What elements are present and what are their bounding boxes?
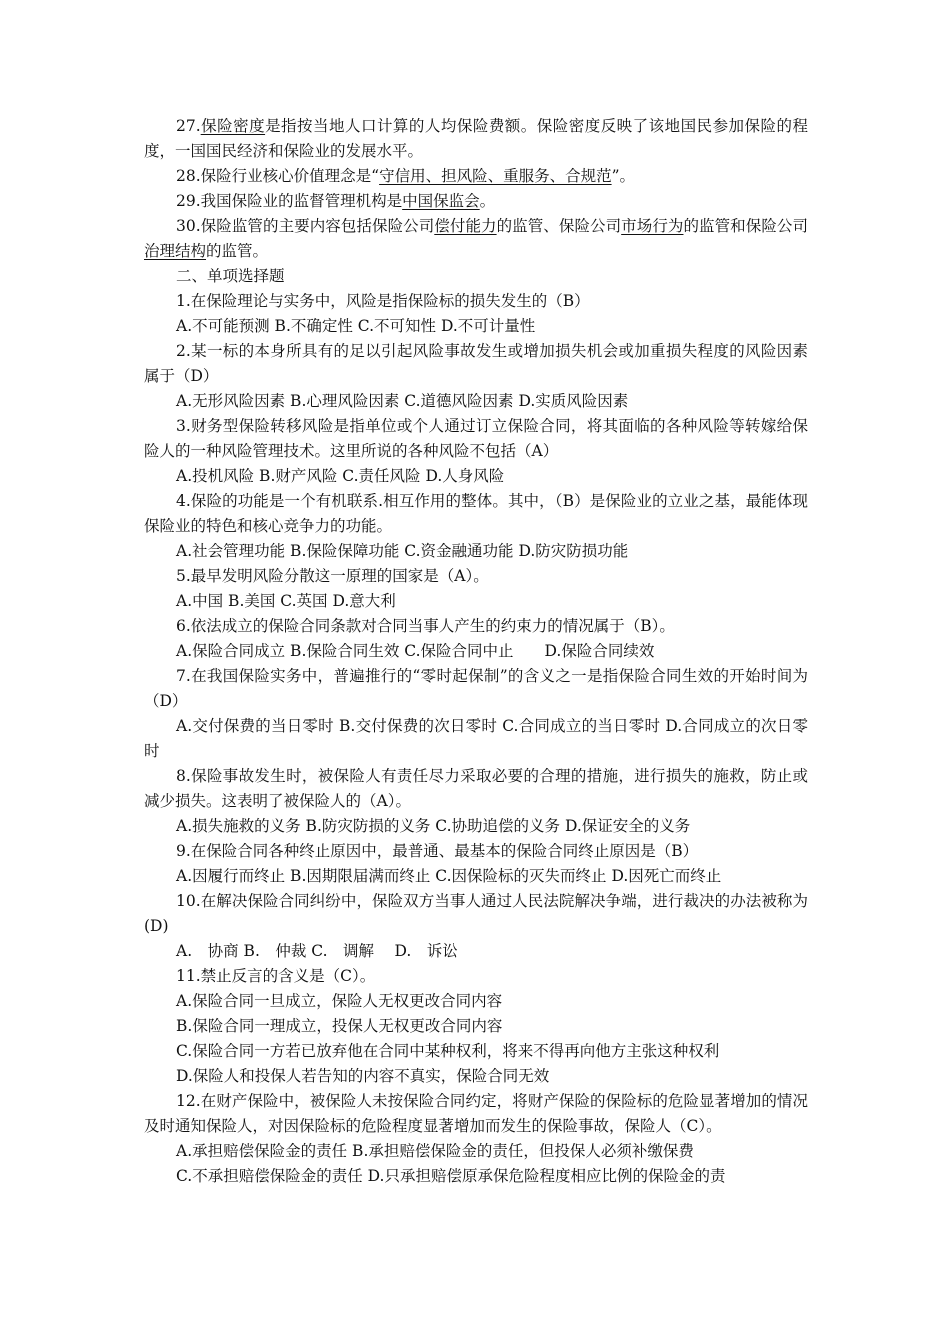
question-text: 29.我国保险业的监督管理机构是 <box>176 192 403 210</box>
single-choice-section <box>144 289 808 1189</box>
underlined-answer: 守信用、担风险、重服务、合规范 <box>379 167 612 185</box>
question-text: 是指按当地人口计算的人均保险费额。保险密度反映了该地国民参加保险的程度，一国国民经济和保险业的发展水平。 <box>144 117 808 160</box>
section-heading: 二、单项选择题 <box>176 267 285 285</box>
answer-options: A. 协商 B. 仲裁 C. 调解 D. 诉讼 <box>176 942 458 960</box>
question-stem-c9: 9.在保险合同各种终止原因中，最普通、最基本的保险合同终止原因是（B） <box>176 842 699 860</box>
answer-options: C.保险合同一方若已放弃他在合同中某种权利，将来不得再向他方主张这种权利 <box>176 1042 720 1060</box>
underlined-answer: 保险密度 <box>200 117 266 135</box>
question-stem-c2: 2.某一标的本身所具有的足以引起风险事故发生或增加损失机会或加重损失程度的风险因素属于（D） <box>144 342 808 385</box>
answer-options: A.无形风险因素 B.心理风险因素 C.道德风险因素 D.实质风险因素 <box>176 392 629 410</box>
question-stem-c7: 7.在我国保险实务中，普遍推行的“零时起保制”的含义之一是指保险合同生效的开始时间为（D） <box>144 667 808 710</box>
answer-options: A.保险合同成立 B.保险合同生效 C.保险合同中止 D.保险合同续效 <box>176 642 655 660</box>
question-text: 30.保险监管的主要内容包括保险公司 <box>176 217 435 235</box>
question-stem-c4: 4.保险的功能是一个有机联系.相互作用的整体。其中，（B）是保险业的立业之基，最能体现保险业的特色和核心竞争力的功能。 <box>144 492 808 535</box>
answer-options: D.保险人和投保人若告知的内容不真实，保险合同无效 <box>176 1067 550 1085</box>
underlined-answer: 市场行为 <box>621 217 684 235</box>
answer-options: A.社会管理功能 B.保险保障功能 C.资金融通功能 D.防灾防损功能 <box>176 542 629 560</box>
question-stem-c5: 5.最早发明风险分散这一原理的国家是（A）。 <box>176 567 489 585</box>
underlined-answer: 偿付能力 <box>434 217 497 235</box>
question-text: 。 <box>479 192 496 210</box>
answer-options: A.不可能预测 B.不确定性 C.不可知性 D.不可计量性 <box>176 317 536 335</box>
question-text: 的监管和保险公司 <box>683 217 808 235</box>
question-text: 的监管。 <box>206 242 269 260</box>
fill-in-blank-item-q29 <box>144 189 808 214</box>
question-text: ”。 <box>611 167 636 185</box>
underlined-answer: 治理结构 <box>144 242 207 260</box>
answer-options: A.保险合同一旦成立，保险人无权更改合同内容 <box>176 992 503 1010</box>
answer-options: C.不承担赔偿保险金的责任 D.只承担赔偿原承保危险程度相应比例的保险金的责 <box>176 1167 726 1185</box>
question-stem-c11: 11.禁止反言的含义是（C）。 <box>176 967 376 985</box>
question-stem-c6: 6.依法成立的保险合同条款对合同当事人产生的约束力的情况属于（B）。 <box>176 617 675 635</box>
answer-options: A.承担赔偿保险金的责任 B.承担赔偿保险金的责任，但投保人必须补缴保费 <box>176 1142 694 1160</box>
answer-options: A.投机风险 B.财产风险 C.责任风险 D.人身风险 <box>176 467 505 485</box>
fill-in-blank-section <box>144 114 808 264</box>
fill-in-blank-item-q27 <box>144 114 808 164</box>
question-stem-c8: 8.保险事故发生时，被保险人有责任尽力采取必要的合理的措施，进行损失的施救，防止或减少损失。这表明了被保险人的（A）。 <box>144 767 808 810</box>
question-stem-c1: 1.在保险理论与实务中，风险是指保险标的损失发生的（B） <box>176 292 590 310</box>
question-stem-c3: 3.财务型保险转移风险是指单位或个人通过订立保险合同，将其面临的各种风险等转嫁给保险人的一种风险管理技术。这里所说的各种风险不包括（A） <box>144 417 808 460</box>
answer-options: A.中国 B.美国 C.英国 D.意大利 <box>176 592 396 610</box>
question-stem-c12: 12.在财产保险中，被保险人未按保险合同约定，将财产保险的保险标的危险显著增加的情况及时通知保险人，对因保险标的危险程度显著增加而发生的保险事故，保险人（C）。 <box>144 1092 808 1135</box>
question-stem-c10: 10.在解决保险合同纠纷中，保险双方当事人通过人民法院解决争端，进行裁决的办法被称为(D) <box>144 892 808 935</box>
answer-options: A.因履行而终止 B.因期限届满而终止 C.因保险标的灭失而终止 D.因死亡而终止 <box>176 867 722 885</box>
question-text: 27. <box>176 117 201 135</box>
answer-options: B.保险合同一理成立，投保人无权更改合同内容 <box>176 1017 503 1035</box>
answer-options: A.交付保费的当日零时 B.交付保费的次日零时 C.合同成立的当日零时 D.合同成立的次日零时 <box>144 717 808 760</box>
fill-in-blank-item-q30 <box>144 214 808 264</box>
document-page <box>144 114 808 1189</box>
fill-in-blank-item-q28 <box>144 164 808 189</box>
question-text: 28.保险行业核心价值理念是“ <box>176 167 380 185</box>
question-text: 的监管、保险公司 <box>496 217 622 235</box>
underlined-answer: 中国保监会 <box>402 192 480 210</box>
answer-options: A.损失施救的义务 B.防灾防损的义务 C.协助追偿的义务 D.保证安全的义务 <box>176 817 691 835</box>
